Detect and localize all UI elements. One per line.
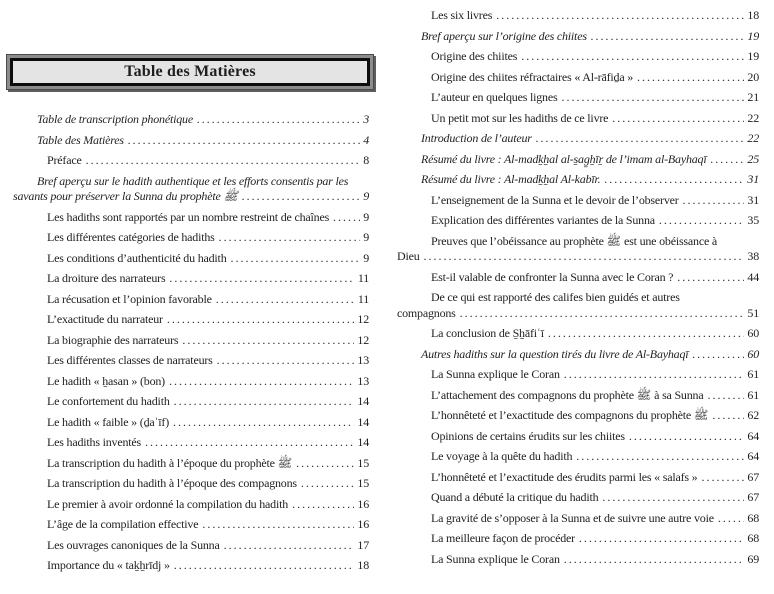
toc-entry-row xyxy=(13,153,369,169)
toc-page-number: 12 xyxy=(357,332,369,347)
toc-entry-text: Un petit mot sur les hadiths de ce livre xyxy=(431,110,609,125)
toc-page-number: 60 xyxy=(747,346,759,361)
toc-entry-text: Quand a débuté la critique du hadith xyxy=(431,490,599,504)
toc-page-number: 14 xyxy=(357,414,369,429)
toc-entry-text: Les différentes classes de narrateurs xyxy=(47,353,213,367)
toc-dot-leader xyxy=(242,189,360,205)
toc-entry-text: La meilleure façon de procéder xyxy=(431,531,575,545)
toc-entry-text: La transcription du hadith à l’époque des compagnons xyxy=(47,476,297,490)
toc-entry xyxy=(13,230,369,246)
toc-entry-text: Origine des chiites xyxy=(431,49,518,63)
toc-entry-text: Autres hadiths sur la question tirés du livre de Al-Bayhaqī xyxy=(421,346,689,361)
title-box-frame xyxy=(10,58,370,86)
toc-entry-row xyxy=(13,394,369,410)
toc-page-number: 4 xyxy=(363,132,369,147)
toc-entry xyxy=(397,8,759,24)
toc-entry xyxy=(13,394,369,410)
toc-page-number: 16 xyxy=(357,517,369,531)
toc-entry xyxy=(13,312,369,328)
toc-entry-text: Le voyage à la quête du hadith xyxy=(431,449,573,463)
toc-entry-text: Importance du « taḵẖrīdj » xyxy=(47,558,170,572)
toc-dot-leader xyxy=(712,408,744,424)
toc-entry xyxy=(13,435,369,451)
toc-page-number: 12 xyxy=(357,312,369,326)
toc-entry xyxy=(397,70,759,86)
toc-right-column xyxy=(397,8,759,572)
toc-entry xyxy=(13,112,369,128)
toc-entry xyxy=(13,415,369,431)
toc-entry xyxy=(397,270,759,286)
toc-page-number: 19 xyxy=(747,49,759,63)
toc-entry-text: Le premier à avoir ordonné la compilation du hadith xyxy=(47,496,289,511)
toc-entry-text: De ce qui est rapporté des califes bien guidés et autres xyxy=(431,290,680,304)
toc-entry-row xyxy=(397,490,759,506)
toc-entry xyxy=(13,374,369,390)
toc-entry-text: Explication des différentes variantes de la Sunna xyxy=(431,213,655,227)
toc-entry xyxy=(397,367,759,383)
toc-dot-leader xyxy=(629,429,745,445)
toc-dot-leader xyxy=(182,333,354,349)
toc-page-number: 38 xyxy=(747,249,759,263)
toc-dot-leader xyxy=(301,476,355,492)
title-box xyxy=(6,54,374,90)
toc-dot-leader xyxy=(169,271,354,287)
toc-entry xyxy=(397,388,759,404)
toc-dot-leader xyxy=(564,552,745,568)
toc-dot-leader xyxy=(576,449,744,465)
toc-entry xyxy=(13,538,369,554)
toc-entry xyxy=(13,456,369,472)
toc-page-number: 8 xyxy=(363,153,369,167)
toc-dot-leader xyxy=(718,511,745,527)
toc-entry xyxy=(13,153,369,169)
toc-entry-row xyxy=(397,249,759,265)
toc-entry-row xyxy=(397,326,759,342)
toc-page-number: 22 xyxy=(747,131,759,145)
toc-entry-row xyxy=(397,193,759,209)
toc-entry-row xyxy=(397,29,759,45)
toc-dot-leader xyxy=(174,394,355,410)
toc-entry-row xyxy=(13,312,369,328)
toc-page-number: 67 xyxy=(747,469,759,484)
toc-entry-row xyxy=(13,558,369,574)
toc-entry xyxy=(13,517,369,533)
toc-entry-row xyxy=(397,213,759,229)
toc-entry-row xyxy=(397,367,759,383)
toc-entry xyxy=(13,210,369,226)
toc-dot-leader xyxy=(296,456,354,472)
toc-dot-leader xyxy=(710,152,744,168)
toc-entry-text: compagnons xyxy=(397,305,456,320)
toc-entry-row xyxy=(397,449,759,465)
toc-entry xyxy=(397,213,759,229)
toc-entry-row xyxy=(13,112,369,128)
toc-entry-text: Table des Matières xyxy=(37,132,124,147)
toc-entry-row xyxy=(13,435,369,451)
toc-entry-text: Les ouvrages canoniques de la Sunna xyxy=(47,537,220,552)
toc-page-number: 14 xyxy=(357,435,369,449)
toc-entry-text: L’honnêteté et l’exactitude des érudits parmi les « salafs » xyxy=(431,469,698,484)
toc-page-number: 13 xyxy=(357,373,369,388)
toc-entry xyxy=(397,29,759,45)
toc-entry xyxy=(397,49,759,65)
toc-page-number: 9 xyxy=(363,230,369,244)
toc-dot-leader xyxy=(602,490,744,506)
toc-entry-text: L’auteur en quelques lignes xyxy=(431,90,558,104)
toc-page-number: 25 xyxy=(747,151,759,166)
toc-entry-text: Table de transcription phonétique xyxy=(37,112,193,126)
toc-entry xyxy=(397,172,759,188)
toc-entry-text: Bref aperçu sur l’origine des chiites xyxy=(421,28,587,43)
toc-entry-row xyxy=(397,70,759,86)
toc-entry-text: Les hadiths sont rapportés par un nombre restreint de chaînes xyxy=(47,209,330,224)
toc-dot-leader xyxy=(333,210,360,226)
toc-entry xyxy=(13,353,369,369)
toc-dot-leader xyxy=(707,388,744,404)
toc-entry-text: La droiture des narrateurs xyxy=(47,271,166,285)
toc-page-number: 21 xyxy=(747,90,759,104)
toc-dot-leader xyxy=(86,153,361,169)
toc-entry-text: La récusation et l’opinion favorable xyxy=(47,291,212,306)
toc-dot-leader xyxy=(591,29,745,45)
toc-dot-leader xyxy=(683,193,745,209)
toc-page-number: 9 xyxy=(363,189,369,203)
toc-dot-leader xyxy=(219,230,361,246)
toc-entry xyxy=(397,234,759,265)
toc-entry-text: La conclusion de S̱ẖāfiʿī xyxy=(431,326,544,340)
toc-entry-text: Opinions de certains érudits sur les chiites xyxy=(431,428,625,443)
toc-entry-row xyxy=(13,189,369,205)
toc-entry xyxy=(397,470,759,486)
toc-page-number: 61 xyxy=(747,387,759,402)
toc-page-number: 9 xyxy=(363,250,369,265)
toc-page-number: 20 xyxy=(747,69,759,84)
toc-entry-row xyxy=(13,230,369,246)
toc-dot-leader xyxy=(128,133,360,149)
toc-page-number: 31 xyxy=(747,172,759,186)
toc-page-number: 64 xyxy=(747,428,759,443)
toc-entry xyxy=(13,174,369,205)
toc-dot-leader xyxy=(145,435,354,451)
toc-dot-leader xyxy=(521,49,744,65)
toc-entry-row xyxy=(13,353,369,369)
toc-page-number: 22 xyxy=(747,110,759,125)
toc-entry xyxy=(13,271,369,287)
toc-page-number: 14 xyxy=(357,394,369,408)
toc-entry xyxy=(397,449,759,465)
toc-entry-row xyxy=(13,517,369,533)
toc-dot-leader xyxy=(231,251,361,267)
toc-dot-leader xyxy=(217,353,355,369)
page-title: Table des Matières xyxy=(124,63,256,80)
toc-entry-text: savants pour préserver la Sunna du prophète ﷺ xyxy=(13,189,238,203)
toc-dot-leader xyxy=(692,347,744,363)
toc-left-column xyxy=(13,112,369,579)
toc-entry-row xyxy=(13,210,369,226)
toc-entry-row xyxy=(13,497,369,513)
toc-entry-row xyxy=(397,511,759,527)
toc-entry-text: La gravité de s’opposer à la Sunna et de suivre une autre voie xyxy=(431,510,714,525)
toc-entry-text: L’honnêteté et l’exactitude des compagnons du prophète ﷺ xyxy=(431,408,709,422)
toc-page-number: 9 xyxy=(363,209,369,224)
toc-page-number: 15 xyxy=(357,455,369,470)
toc-dot-leader xyxy=(536,131,745,147)
toc-dot-leader xyxy=(579,531,744,547)
toc-entry-row xyxy=(397,306,759,322)
toc-page-number: 51 xyxy=(747,305,759,320)
toc-entry-text: Est-il valable de confronter la Sunna avec le Coran ? xyxy=(431,269,674,284)
toc-entry-row xyxy=(13,271,369,287)
toc-page-number: 60 xyxy=(747,326,759,340)
toc-page-number: 18 xyxy=(747,8,759,22)
toc-entry-row xyxy=(13,456,369,472)
toc-page-number: 68 xyxy=(747,531,759,545)
toc-entry-row xyxy=(397,111,759,127)
toc-entry-text: Les conditions d’authenticité du hadith xyxy=(47,250,227,265)
toc-entry-row xyxy=(13,538,369,554)
toc-dot-leader xyxy=(216,292,355,308)
toc-page-number: 31 xyxy=(747,192,759,207)
toc-page-number: 19 xyxy=(747,28,759,43)
toc-page-number: 3 xyxy=(363,112,369,126)
toc-entry xyxy=(397,90,759,106)
toc-entry-row xyxy=(397,152,759,168)
toc-entry xyxy=(13,476,369,492)
toc-page-number: 11 xyxy=(357,291,369,306)
toc-entry-text: La Sunna explique le Coran xyxy=(431,367,560,381)
toc-dot-leader xyxy=(701,470,744,486)
toc-entry-text: Résumé du livre : Al-madḵẖal Al-kabīr. xyxy=(421,172,601,186)
toc-dot-leader xyxy=(292,497,354,513)
toc-entry-row xyxy=(13,251,369,267)
toc-entry-row xyxy=(397,8,759,24)
toc-entry-text: Les hadiths inventés xyxy=(47,435,141,449)
toc-page-number: 15 xyxy=(357,476,369,490)
toc-entry xyxy=(13,497,369,513)
toc-entry xyxy=(397,326,759,342)
toc-entry-text: Dieu xyxy=(397,249,420,263)
toc-page-number: 18 xyxy=(357,558,369,572)
toc-dot-leader xyxy=(637,70,744,86)
toc-page-number: 13 xyxy=(357,353,369,367)
toc-entry-row xyxy=(397,388,759,404)
toc-page-number: 68 xyxy=(747,510,759,525)
toc-entry-row xyxy=(397,408,759,424)
toc-entry-text: L’âge de la compilation effective xyxy=(47,517,199,531)
toc-dot-leader xyxy=(548,326,745,342)
toc-entry xyxy=(13,558,369,574)
toc-entry-row xyxy=(397,90,759,106)
toc-entry xyxy=(397,152,759,168)
toc-dot-leader xyxy=(604,172,744,188)
toc-dot-leader xyxy=(202,517,354,533)
toc-entry xyxy=(13,333,369,349)
toc-entry-row xyxy=(397,131,759,147)
toc-entry-row xyxy=(397,531,759,547)
toc-dot-leader xyxy=(561,90,744,106)
toc-entry xyxy=(397,111,759,127)
toc-entry-row xyxy=(13,292,369,308)
toc-dot-leader xyxy=(612,111,744,127)
toc-entry-text: Preuves que l’obéissance au prophète ﷺ est une obéissance à xyxy=(431,233,718,248)
toc-entry-text: Le hadith « faible » (ḏaʿīf) xyxy=(47,414,170,429)
toc-page-number: 69 xyxy=(747,551,759,566)
toc-dot-leader xyxy=(169,374,354,390)
toc-entry xyxy=(13,251,369,267)
toc-page-number: 67 xyxy=(747,490,759,504)
toc-entry-text: La biographie des narrateurs xyxy=(47,332,179,347)
toc-page-number: 17 xyxy=(357,537,369,552)
toc-dot-leader xyxy=(677,270,744,286)
toc-dot-leader xyxy=(167,312,355,328)
toc-entry-text: Les six livres xyxy=(431,8,493,22)
toc-page-number: 35 xyxy=(747,213,759,227)
toc-entry xyxy=(397,408,759,424)
toc-entry-text: La transcription du hadith à l’époque du prophète ﷺ xyxy=(47,455,293,470)
toc-entry-text: Le hadith « ẖasan » (bon) xyxy=(47,373,165,388)
toc-dot-leader xyxy=(496,8,744,24)
toc-entry-text: L’enseignement de la Sunna et le devoir de l’observer xyxy=(431,192,679,207)
toc-entry xyxy=(13,133,369,149)
toc-entry xyxy=(397,131,759,147)
toc-page-number: 44 xyxy=(747,269,759,284)
toc-entry xyxy=(397,511,759,527)
toc-dot-leader xyxy=(224,538,355,554)
toc-entry-row xyxy=(397,552,759,568)
toc-dot-leader xyxy=(173,415,354,431)
toc-page-number: 16 xyxy=(357,496,369,511)
toc-entry-text: Origine des chiites réfractaires « Al-rāfiḏa » xyxy=(431,69,634,84)
toc-entry-row xyxy=(397,49,759,65)
toc-entry xyxy=(397,429,759,445)
toc-entry-row xyxy=(13,476,369,492)
toc-page-number: 61 xyxy=(747,367,759,381)
toc-entry xyxy=(397,531,759,547)
toc-dot-leader xyxy=(424,249,745,265)
toc-entry xyxy=(397,347,759,363)
toc-page-number: 11 xyxy=(357,271,369,285)
toc-entry-row xyxy=(13,374,369,390)
toc-dot-leader xyxy=(460,306,745,322)
toc-dot-leader xyxy=(197,112,360,128)
toc-entry-text: Préface xyxy=(47,153,82,167)
toc-entry-text: L’exactitude du narrateur xyxy=(47,312,163,326)
toc-entry-text: La Sunna explique le Coran xyxy=(431,551,560,566)
toc-page-number: 62 xyxy=(747,408,759,422)
toc-entry-text: Bref aperçu sur le hadith authentique et les efforts consentis par les xyxy=(37,173,349,188)
toc-dot-leader xyxy=(564,367,745,383)
toc-entry-row xyxy=(13,415,369,431)
toc-entry-text: Introduction de l’auteur xyxy=(421,131,532,145)
toc-page-number: 64 xyxy=(747,449,759,463)
toc-entry xyxy=(397,552,759,568)
toc-entry-row xyxy=(13,333,369,349)
toc-entry xyxy=(397,193,759,209)
toc-entry-row xyxy=(397,470,759,486)
toc-entry-row xyxy=(13,133,369,149)
toc-entry-text: Les différentes catégories de hadiths xyxy=(47,230,215,244)
toc-entry-row xyxy=(397,270,759,286)
toc-entry xyxy=(397,490,759,506)
toc-entry-text: Résumé du livre : Al-madḵẖal al-s̱ag̱ẖīṟ de l’imam al-Bayhaqī xyxy=(421,151,707,166)
toc-entry xyxy=(397,290,759,321)
toc-entry-row xyxy=(397,172,759,188)
toc-dot-leader xyxy=(659,213,744,229)
toc-entry-row xyxy=(397,347,759,363)
toc-entry-text: Le confortement du hadith xyxy=(47,394,170,408)
toc-entry xyxy=(13,292,369,308)
toc-dot-leader xyxy=(174,558,355,574)
toc-entry-row xyxy=(397,429,759,445)
toc-entry-text: L’attachement des compagnons du prophète ﷺ à sa Sunna xyxy=(431,387,704,402)
